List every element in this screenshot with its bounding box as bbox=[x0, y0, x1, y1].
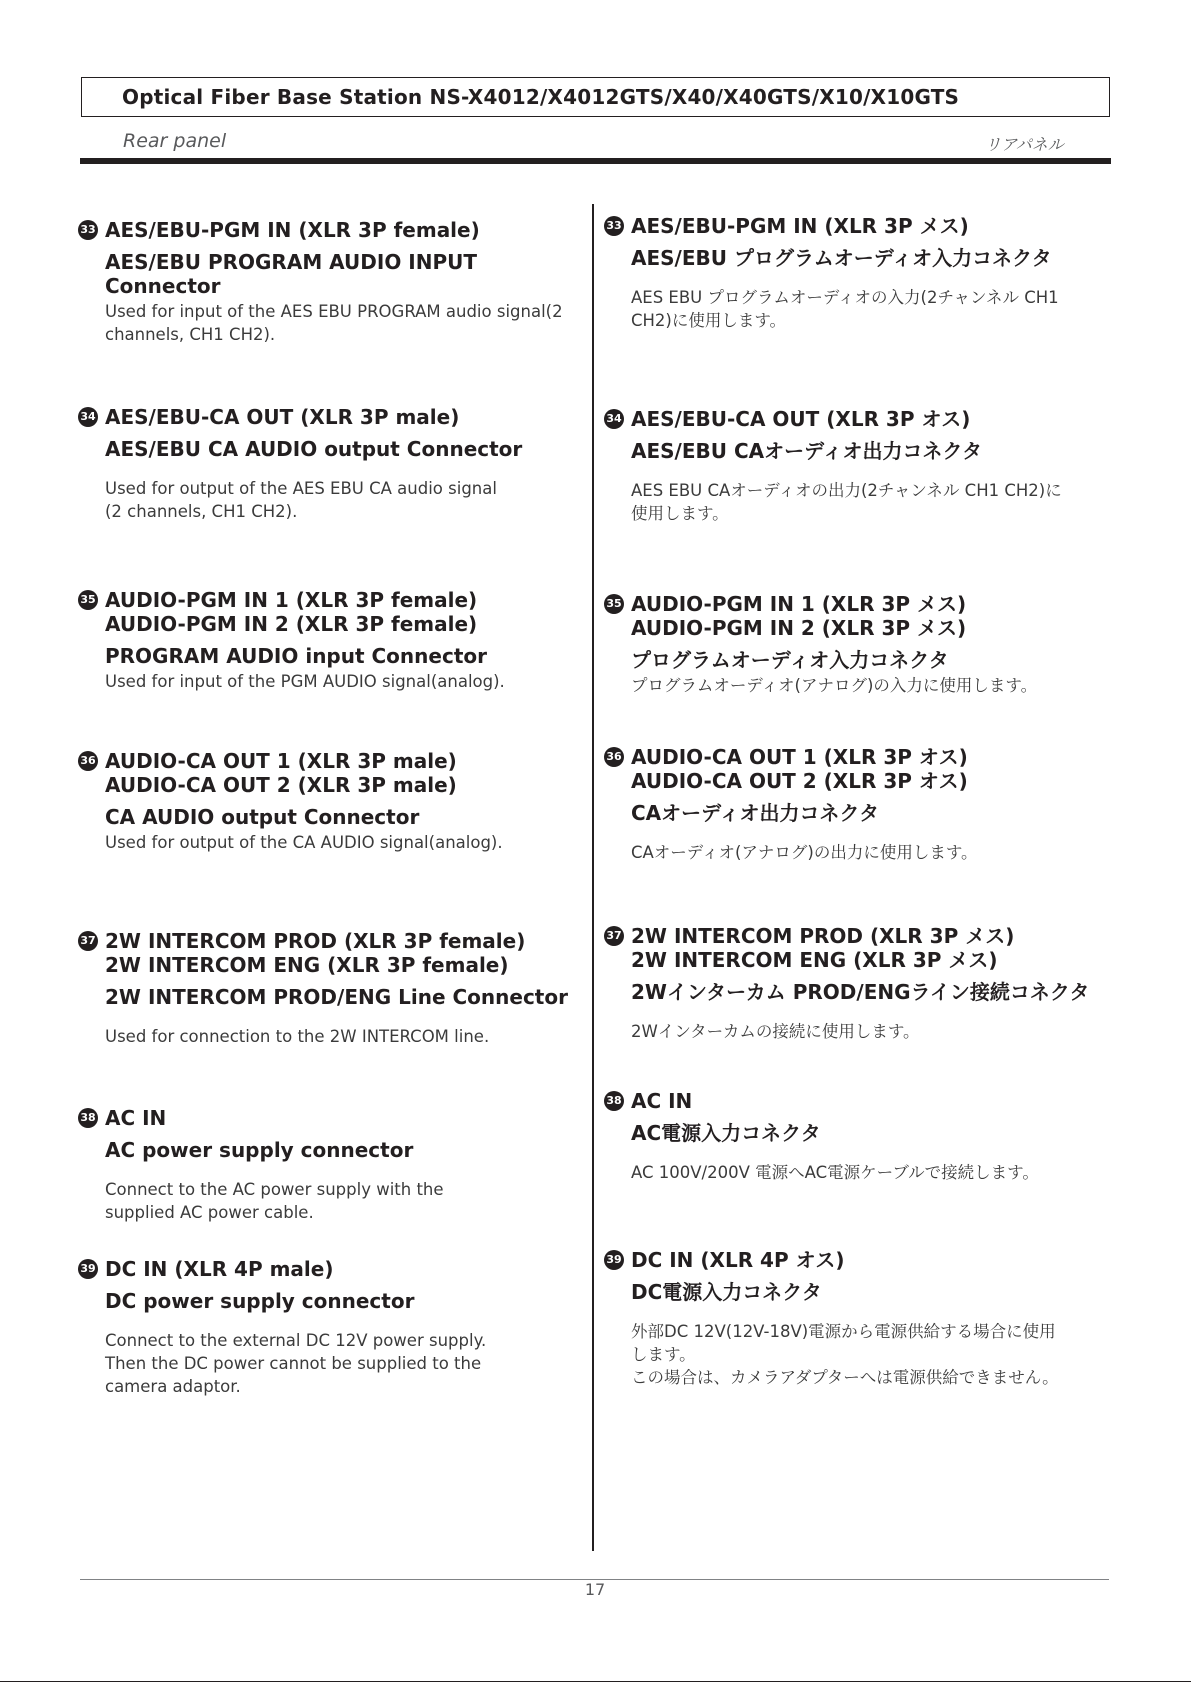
entry-description: CAオーディオ(アナログ)の出力に使用します。 bbox=[631, 843, 978, 862]
entry-subtitle: AC power supply connector bbox=[105, 1138, 414, 1162]
entry-heading-line2: AUDIO-CA OUT 2 (XLR 3P オス) bbox=[631, 769, 968, 793]
entry-subtitle: AES/EBU CA AUDIO output Connector bbox=[105, 437, 523, 461]
entry-heading: 36 AUDIO-CA OUT 1 (XLR 3P オス) bbox=[604, 745, 1074, 769]
entry-heading-line2: 2W INTERCOM ENG (XLR 3P メス) bbox=[631, 948, 998, 972]
entry-audio-ca-out-en bbox=[78, 749, 578, 854]
entry-heading: 36 AUDIO-CA OUT 1 (XLR 3P male) bbox=[78, 749, 578, 773]
entry-subtitle: AES/EBU プログラムオーディオ入力コネクタ bbox=[631, 246, 1052, 270]
entry-description: Connect to the AC power supply with the supplied AC power cable. bbox=[105, 1180, 444, 1222]
entry-heading: 35 AUDIO-PGM IN 1 (XLR 3P female) bbox=[78, 588, 578, 612]
entry-heading: 39 DC IN (XLR 4P male) bbox=[78, 1257, 578, 1281]
entry-heading-line2: 2W INTERCOM ENG (XLR 3P female) bbox=[105, 953, 509, 977]
number-badge-34: 34 bbox=[604, 409, 624, 429]
entry-subtitle: 2Wインターカム PROD/ENGライン接続コネクタ bbox=[631, 980, 1090, 1004]
entry-audio-pgm-in-ja bbox=[604, 592, 1074, 697]
entry-description: 2Wインターカムの接続に使用します。 bbox=[631, 1022, 920, 1041]
entry-subtitle: DC power supply connector bbox=[105, 1289, 415, 1313]
entry-description: Used for output of the AES EBU CA audio signal (2 channels, CH1 CH2). bbox=[105, 479, 497, 521]
entry-2w-intercom-en bbox=[78, 929, 578, 1048]
entry-heading: 33 AES/EBU-PGM IN (XLR 3P メス) bbox=[604, 214, 1074, 238]
number-badge-36: 36 bbox=[604, 747, 624, 767]
header-box bbox=[81, 77, 1110, 117]
entry-subtitle: CA AUDIO output Connector bbox=[105, 805, 420, 829]
entry-description: AES EBU CAオーディオの出力(2チャンネル CH1 CH2)に 使用します。 bbox=[631, 481, 1062, 523]
entry-ac-in-ja bbox=[604, 1089, 1074, 1184]
header-rule bbox=[80, 158, 1111, 164]
number-badge-39: 39 bbox=[78, 1259, 98, 1279]
entry-heading: 37 2W INTERCOM PROD (XLR 3P メス) bbox=[604, 924, 1074, 948]
entry-audio-pgm-in-en bbox=[78, 588, 578, 693]
number-badge-36: 36 bbox=[78, 751, 98, 771]
entry-subtitle: 2W INTERCOM PROD/ENG Line Connector bbox=[105, 985, 568, 1009]
entry-description: Used for output of the CA AUDIO signal(analog). bbox=[105, 833, 503, 852]
entry-heading: 34 AES/EBU-CA OUT (XLR 3P オス) bbox=[604, 407, 1074, 431]
entry-aes-ebu-pgm-in-en bbox=[78, 218, 578, 346]
entry-aes-ebu-ca-out-ja bbox=[604, 407, 1074, 525]
entry-ac-in-en bbox=[78, 1106, 578, 1224]
number-badge-39: 39 bbox=[604, 1250, 624, 1270]
section-title-ja: リアパネル bbox=[985, 135, 1064, 154]
number-badge-34: 34 bbox=[78, 407, 98, 427]
number-badge-37: 37 bbox=[604, 926, 624, 946]
entry-heading: 35 AUDIO-PGM IN 1 (XLR 3P メス) bbox=[604, 592, 1074, 616]
number-badge-37: 37 bbox=[78, 931, 98, 951]
entry-subtitle: AC電源入力コネクタ bbox=[631, 1121, 821, 1145]
entry-heading: 33 AES/EBU-PGM IN (XLR 3P female) bbox=[78, 218, 578, 242]
entry-heading-line2: AUDIO-CA OUT 2 (XLR 3P male) bbox=[105, 773, 457, 797]
page-edge bbox=[0, 1681, 1191, 1685]
number-badge-35: 35 bbox=[604, 594, 624, 614]
entry-subtitle: AES/EBU CAオーディオ出力コネクタ bbox=[631, 439, 983, 463]
entry-aes-ebu-ca-out-en bbox=[78, 405, 578, 523]
entry-2w-intercom-ja bbox=[604, 924, 1090, 1043]
entry-dc-in-ja bbox=[604, 1248, 1074, 1389]
number-badge-38: 38 bbox=[78, 1108, 98, 1128]
section-title-en: Rear panel bbox=[123, 130, 227, 152]
number-badge-35: 35 bbox=[78, 590, 98, 610]
entry-description: AES EBU プログラムオーディオの入力(2チャンネル CH1 CH2)に使用します。 bbox=[631, 288, 1059, 330]
entry-heading: 38 AC IN bbox=[78, 1106, 578, 1130]
entry-description: 外部DC 12V(12V-18V)電源から電源供給する場合に使用 します。 この場合は、カメラアダプターへは電源供給できません。 bbox=[631, 1322, 1059, 1387]
entry-description: Used for input of the AES EBU PROGRAM audio signal(2 channels, CH1 CH2). bbox=[105, 302, 563, 344]
entry-aes-ebu-pgm-in-ja bbox=[604, 214, 1074, 332]
document-title: Optical Fiber Base Station NS-X4012/X4012GTS/X40/X40GTS/X10/X10GTS bbox=[122, 85, 960, 109]
entry-description: Used for input of the PGM AUDIO signal(analog). bbox=[105, 672, 505, 691]
entry-description: AC 100V/200V 電源へAC電源ケーブルで接続します。 bbox=[631, 1163, 1039, 1182]
entry-description: プログラムオーディオ(アナログ)の入力に使用します。 bbox=[631, 676, 1038, 695]
entry-subtitle: DC電源入力コネクタ bbox=[631, 1280, 822, 1304]
number-badge-33: 33 bbox=[604, 216, 624, 236]
entry-heading-line2: AUDIO-PGM IN 2 (XLR 3P メス) bbox=[631, 616, 967, 640]
entry-subtitle: CAオーディオ出力コネクタ bbox=[631, 801, 880, 825]
column-divider bbox=[592, 204, 594, 1551]
entry-audio-ca-out-ja bbox=[604, 745, 1074, 864]
entry-dc-in-en bbox=[78, 1257, 578, 1398]
number-badge-33: 33 bbox=[78, 220, 98, 240]
entry-heading: 38 AC IN bbox=[604, 1089, 1074, 1113]
entry-description: Used for connection to the 2W INTERCOM line. bbox=[105, 1027, 490, 1046]
entry-heading: 34 AES/EBU-CA OUT (XLR 3P male) bbox=[78, 405, 578, 429]
number-badge-38: 38 bbox=[604, 1091, 624, 1111]
entry-subtitle: AES/EBU PROGRAM AUDIO INPUT Connector bbox=[105, 250, 478, 298]
entry-subtitle: PROGRAM AUDIO input Connector bbox=[105, 644, 487, 668]
entry-description: Connect to the external DC 12V power supply. Then the DC power cannot be supplied to the camera adaptor. bbox=[105, 1331, 487, 1396]
entry-heading: 39 DC IN (XLR 4P オス) bbox=[604, 1248, 1074, 1272]
page-number: 17 bbox=[584, 1580, 606, 1599]
entry-subtitle: プログラムオーディオ入力コネクタ bbox=[631, 648, 949, 672]
entry-heading-line2: AUDIO-PGM IN 2 (XLR 3P female) bbox=[105, 612, 478, 636]
entry-heading: 37 2W INTERCOM PROD (XLR 3P female) bbox=[78, 929, 578, 953]
